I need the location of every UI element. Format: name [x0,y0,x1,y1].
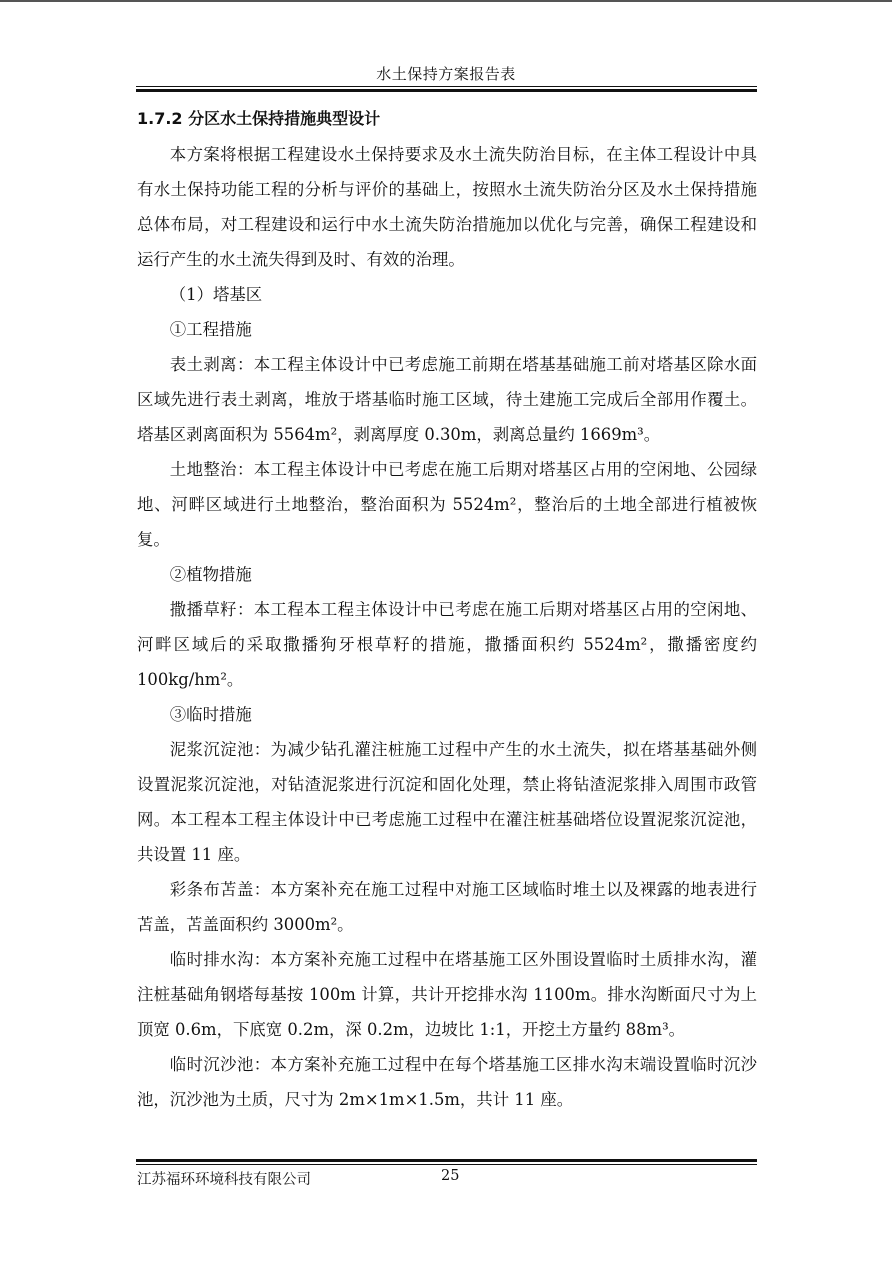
page-header-title: 水土保持方案报告表 [376,65,516,83]
land-leveling-paragraph: 土地整治：本工程主体设计中已考虑在施工后期对塔基区占用的空闲地、公园绿地、河畔区域进行土地整治，整治面积为 5524m²，整治后的土地全部进行植被恢复。 [137,460,757,549]
temporary-drainage-paragraph: 临时排水沟：本方案补充施工过程中在塔基施工区外围设置临时土质排水沟，灌注桩基础角钢塔每基按 100m 计算，共计开挖排水沟 1100m。排水沟断面尺寸为上顶宽 0.6m，下底宽 0.2m，深 0.2m，边坡比 1:1，开挖土方量约 88m³。 [137,950,757,1039]
mud-settling-pool-paragraph: 泥浆沉淀池：为减少钻孔灌注桩施工过程中产生的水土流失，拟在塔基基础外侧设置泥浆沉淀池，对钻渣泥浆进行沉淀和固化处理，禁止将钻渣泥浆排入周围市政管网。本工程本工程主体设计中已考虑施工过程中在灌注桩基础塔位设置泥浆沉淀池，共设置 11 座。 [137,740,757,864]
grass-seeding-paragraph: 撒播草籽：本工程本工程主体设计中已考虑在施工后期对塔基区占用的空闲地、河畔区域后的采取撒播狗牙根草籽的措施，撒播面积约 5524m²，撒播密度约 100kg/hm²。 [137,600,757,689]
section-heading: 1.7.2 分区水土保持措施典型设计 [137,109,381,128]
tarp-cover-paragraph: 彩条布苫盖：本方案补充在施工过程中对施工区域临时堆土以及裸露的地表进行苫盖，苫盖面积约 3000m²。 [137,880,757,934]
footer-rule-thin [136,1164,757,1165]
header-rule-thin [136,86,757,87]
intro-paragraph: 本方案将根据工程建设水土保持要求及水土流失防治目标，在主体工程设计中具有水土保持功能工程的分析与评价的基础上，按照水土流失防治分区及水土保持措施总体布局，对工程建设和运行中水土流失防治措施加以优化与完善，确保工程建设和运行产生的水土流失得到及时、有效的治理。 [137,145,757,269]
header-rule-thick [136,89,757,92]
tower-zone-heading: （1）塔基区 [169,285,263,304]
topsoil-stripping-paragraph: 表土剥离：本工程主体设计中已考虑施工前期在塔基基础施工前对塔基区除水面区域先进行表土剥离，堆放于塔基临时施工区域，待土建施工完成后全部用作覆土。塔基区剥离面积为 5564m²，剥离厚度 0.30m，剥离总量约 1669m³。 [137,355,757,444]
temporary-measures-heading: ③临时措施 [169,705,252,724]
footer-rule-thick [136,1159,757,1162]
footer-company-name: 江苏福环环境科技有限公司 [137,1172,311,1188]
vegetation-measures-heading: ②植物措施 [169,565,252,584]
engineering-measures-heading: ①工程措施 [169,320,252,339]
page-number: 25 [441,1168,460,1184]
document-body [137,104,757,1117]
page-top-border [0,0,892,2]
sand-settling-pool-paragraph: 临时沉沙池：本方案补充施工过程中在每个塔基施工区排水沟末端设置临时沉沙池，沉沙池为土质，尺寸为 2m×1m×1.5m，共计 11 座。 [137,1055,757,1109]
